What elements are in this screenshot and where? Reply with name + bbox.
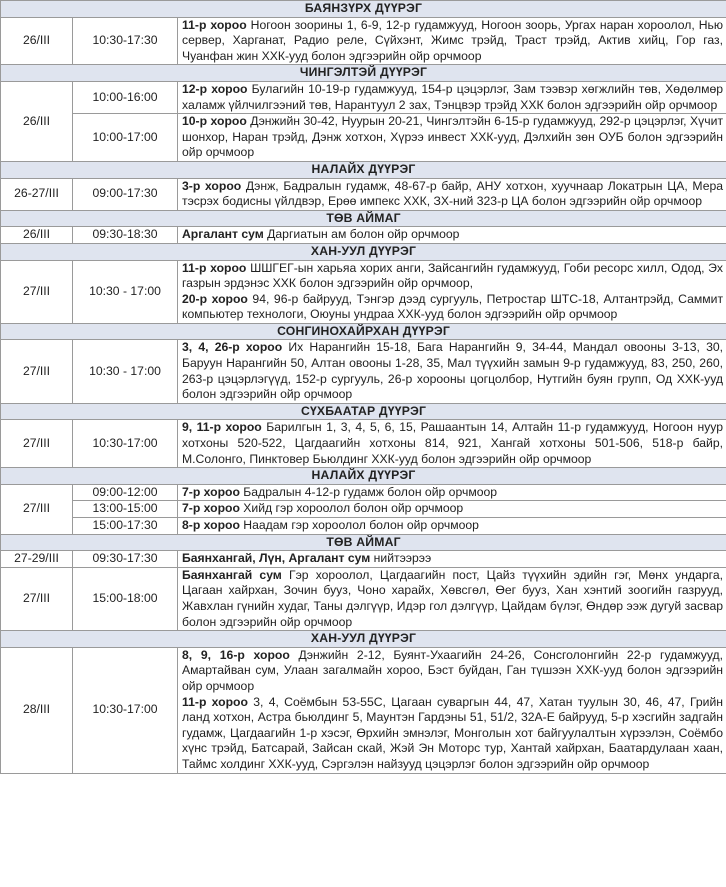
district-header: СҮХБААТАР ДҮҮРЭГ [1,403,726,420]
district-header-row [1,534,726,551]
date-cell: 27/III [1,484,73,534]
schedule-row [1,81,726,113]
time-cell: 15:00-17:30 [73,518,178,535]
schedule-row [1,501,726,518]
area-description-cell [178,567,726,630]
time-cell: 09:00-17:30 [73,178,178,210]
schedule-row [1,260,726,323]
district-header-row [1,1,726,18]
area-text: Гэр хороолол, Цагдаагийн пост, Цайз түүхийн эдийн гэг, Мөнх ундарга, Цагаан хайрхан, Зочин бууз, Чоно харайх, Хөвсгөл, Өег бууз, Хан хэнтий зоогийн газрууд, Жавхлан гүнийн худаг, Таны дэлгүүр, Идэр гол дэлгүүр, Цайдам бүлэг, Өндөр ээж дугуй засвар болон эдгээрийн ойр орчмоор [182,567,724,629]
schedule-row [1,567,726,630]
area-text: Барилгын 1, 3, 4, 5, 6, 15, Рашаантын 14, Алтайн 11-р гудамжууд, Ногоон нуур хотхоны 520-522, Цагдаагийн хотхоны 814, 921, Хангай хотхоны 501-506, 518-р байр, М.Солонго, Пинктовер Бьюлдинг ХХК-ууд болон эдгээрийн ойр орчмоор [182,420,724,466]
area-description-cell [178,227,726,244]
time-cell: 15:00-18:00 [73,567,178,630]
area-text: Дэнжийн 2-12, Буянт-Ухаагийн 24-26, Сонсголонгийн 22-р гудамжууд, Амартайван сум, Улаан загалмайн хороо, Бэст буйдан, Ган түшээн ХХК-ууд болон эдгээрийн ойр орчмоор [182,647,724,693]
khoroo-label: 11-р хороо [182,260,247,275]
area-text: Бадралын 4-12-р гудамж болон ойр орчмоор [239,484,498,499]
schedule-row [1,518,726,535]
area-text: Наадам гэр хороолол болон ойр орчмоор [239,518,479,532]
district-header-row [1,210,726,227]
date-cell: 27/III [1,567,73,630]
area-text: 3, 4, Соёмбын 53-55С, Цагаан суваргын 44, 47, Хатан туулын 30, 46, 47, Грийн ланд хотхон, Астра бьюлдинг 5, Маунтэн Гардэны 51, 51/2, 32А-Е байрууд, 5-р хэсгийн задгайн гудамж, Цагдаагийн 1-р хэсэг, Өрхийн эмнэлэг, Монголын хот байгуулалтын хүрээлэн, Соёмбо хүнс трэйд, Батсарай, Зайсан скай, Жэй Эн Моторс тур, Хантай хайрхан, Баатардулаан хаан, Таймс холдинг ХХК-ууд, Сэргэлэн найзууд цэцэрлэг болон эдгээрийн ойр орчмоор [182,694,724,771]
area-text: Дэнжийн 30-42, Нуурын 20-21, Чингэлтэйн 6-15-р гудамжууд, 292-р цэцэрлэг, Хүчит шонхор, Наран трэйд, Дэнж хотхон, Хүрээ инвест ХХК-ууд, Дэлхийн зөн ОУБ болон эдгээрийн ойр орчмоор [182,114,724,160]
area-text: нийтээрээ [370,551,432,566]
schedule-row [1,340,726,403]
schedule-body [1,1,726,774]
district-header-row [1,468,726,485]
khoroo-label: Баянхангай сум [182,567,282,582]
district-header-row [1,161,726,178]
area-text: Ногоон зоорины 1, 6-9, 12-р гудамжууд, Ногоон зоорь, Ургах наран хороолол, Нью сервер, Харганат, Радио реле, Сүйхэнт, Жимс трэйд, Траст трэйд, Актив хийц, Гор газ, Чуанфан жин ХХК-ууд болон эдгээрийн ойр орчмоор [182,17,724,63]
area-text: Булагийн 10-19-р гудамжууд, 154-р цэцэрлэг, Зам тээвэр хөгжлийн төв, Хөдөлмөр халамж үйлчилгээний төв, Нарантуул 2 зах, Тэнцвэр трэйд ХХК болон эдгээрийн ойр орчмоор [182,81,724,112]
area-description-cell [178,551,726,568]
date-cell: 26/III [1,81,73,161]
schedule-row [1,647,726,773]
area-text: ШШГЕГ-ын харьяа хорих анги, Зайсангийн гудамжууд, Гоби ресорс хилл, Одод, Эх газрын эрдэнэс ХХК болон эдгээрийн ойр орчмоор, [182,260,724,291]
area-description-cell [178,647,726,773]
district-header: НАЛАЙХ ДҮҮРЭГ [1,161,726,178]
khoroo-label: Аргалант сум [182,227,264,242]
khoroo-label: 10-р хороо [182,114,247,129]
schedule-row [1,227,726,244]
schedule-row [1,484,726,501]
date-cell: 27/III [1,420,73,468]
district-header: ТӨВ АЙМАГ [1,534,726,551]
khoroo-label: 11-р хороо [182,694,248,709]
khoroo-label: 7-р хороо [182,501,240,516]
area-description-cell [178,178,726,210]
district-header: БАЯНЗҮРХ ДҮҮРЭГ [1,1,726,18]
area-text: Хийд гэр хороолол болон ойр орчмоор [239,501,464,516]
date-cell: 27/III [1,260,73,323]
district-header: ЧИНГЭЛТЭЙ ДҮҮРЭГ [1,65,726,82]
area-description-cell [178,81,726,113]
area-description-cell [178,484,726,501]
area-description-cell [178,17,726,65]
date-cell: 28/III [1,647,73,773]
date-cell: 26/III [1,227,73,244]
time-cell: 13:00-15:00 [73,501,178,518]
area-description-cell [178,114,726,162]
time-cell: 10:30 - 17:00 [73,260,178,323]
khoroo-label: 11-р хороо [182,17,247,32]
area-text: Даргиатын ам болон ойр орчмоор [263,227,460,242]
area-description-cell [178,340,726,403]
khoroo-label: Баянхангай, Лүн, Аргалант сум [182,551,371,566]
time-cell: 10:00-16:00 [73,81,178,113]
area-description-cell [178,420,726,468]
time-cell: 10:30 - 17:00 [73,340,178,403]
date-cell: 27-29/III [1,551,73,568]
schedule-row [1,420,726,468]
time-cell: 10:30-17:00 [73,647,178,773]
khoroo-label: 9, 11-р хороо [182,420,262,435]
date-cell: 27/III [1,340,73,403]
area-text: 94, 96-р байрууд, Тэнгэр дээд сургууль, Петростар ШТС-18, Алтантрэйд, Саммит компьютер технологи, Оюуны ундраа ХХК-ууд болон эдгээрийн ойр орчмоор [182,291,724,322]
khoroo-label: 12-р хороо [182,81,248,96]
district-header-row [1,65,726,82]
date-cell: 26-27/III [1,178,73,210]
time-cell: 10:00-17:00 [73,114,178,162]
time-cell: 10:30-17:00 [73,420,178,468]
schedule-row [1,551,726,568]
schedule-row [1,178,726,210]
district-header: СОНГИНОХАЙРХАН ДҮҮРЭГ [1,323,726,340]
district-header: ТӨВ АЙМАГ [1,210,726,227]
khoroo-label: 3, 4, 26-р хороо [182,340,283,355]
district-header-row [1,323,726,340]
khoroo-label: 8-р хороо [182,518,240,532]
district-header-row [1,631,726,648]
district-header-row [1,403,726,420]
district-header: ХАН-УУЛ ДҮҮРЭГ [1,631,726,648]
khoroo-label: 7-р хороо [182,484,240,499]
khoroo-label: 20-р хороо [182,291,248,306]
khoroo-label: 8, 9, 16-р хороо [182,647,290,662]
district-header-row [1,243,726,260]
schedule-row [1,17,726,65]
time-cell: 10:30-17:30 [73,17,178,65]
time-cell: 09:30-17:30 [73,551,178,568]
area-description-cell [178,518,726,535]
time-cell: 09:00-12:00 [73,484,178,501]
time-cell: 09:30-18:30 [73,227,178,244]
area-description-cell [178,260,726,323]
district-header: ХАН-УУЛ ДҮҮРЭГ [1,243,726,260]
khoroo-label: 3-р хороо [182,178,242,193]
schedule-row [1,114,726,162]
area-text: Их Нарангийн 15-18, Бага Нарангийн 9, 34-44, Мандал овооны 3-13, 30, Баруун Нарангийн 50, Алтан овооны 1-28, 35, Мал түүхийн замын 9-р гудамжууд, 83, 250, 260, 263-р цэцэрлэгүүд, 152-р сургууль, 26-р хорооны цогцолбор, Нутгийн буян групп, Од ХХК-ууд болон эдгээрийн ойр орчмоор [182,340,724,402]
area-description-cell [178,501,726,518]
district-header: НАЛАЙХ ДҮҮРЭГ [1,468,726,485]
date-cell: 26/III [1,17,73,65]
area-text: Дэнж, Бадралын гудамж, 48-67-р байр, АНУ хотхон, хуучнаар Локатрын ЦА, Мера тэсрэх бодисны үйлдвэр, Ерөө импекс ХХК, ЗХ-ний 323-р ЦА болон эдгээрийн ойр орчмоор [182,178,724,209]
